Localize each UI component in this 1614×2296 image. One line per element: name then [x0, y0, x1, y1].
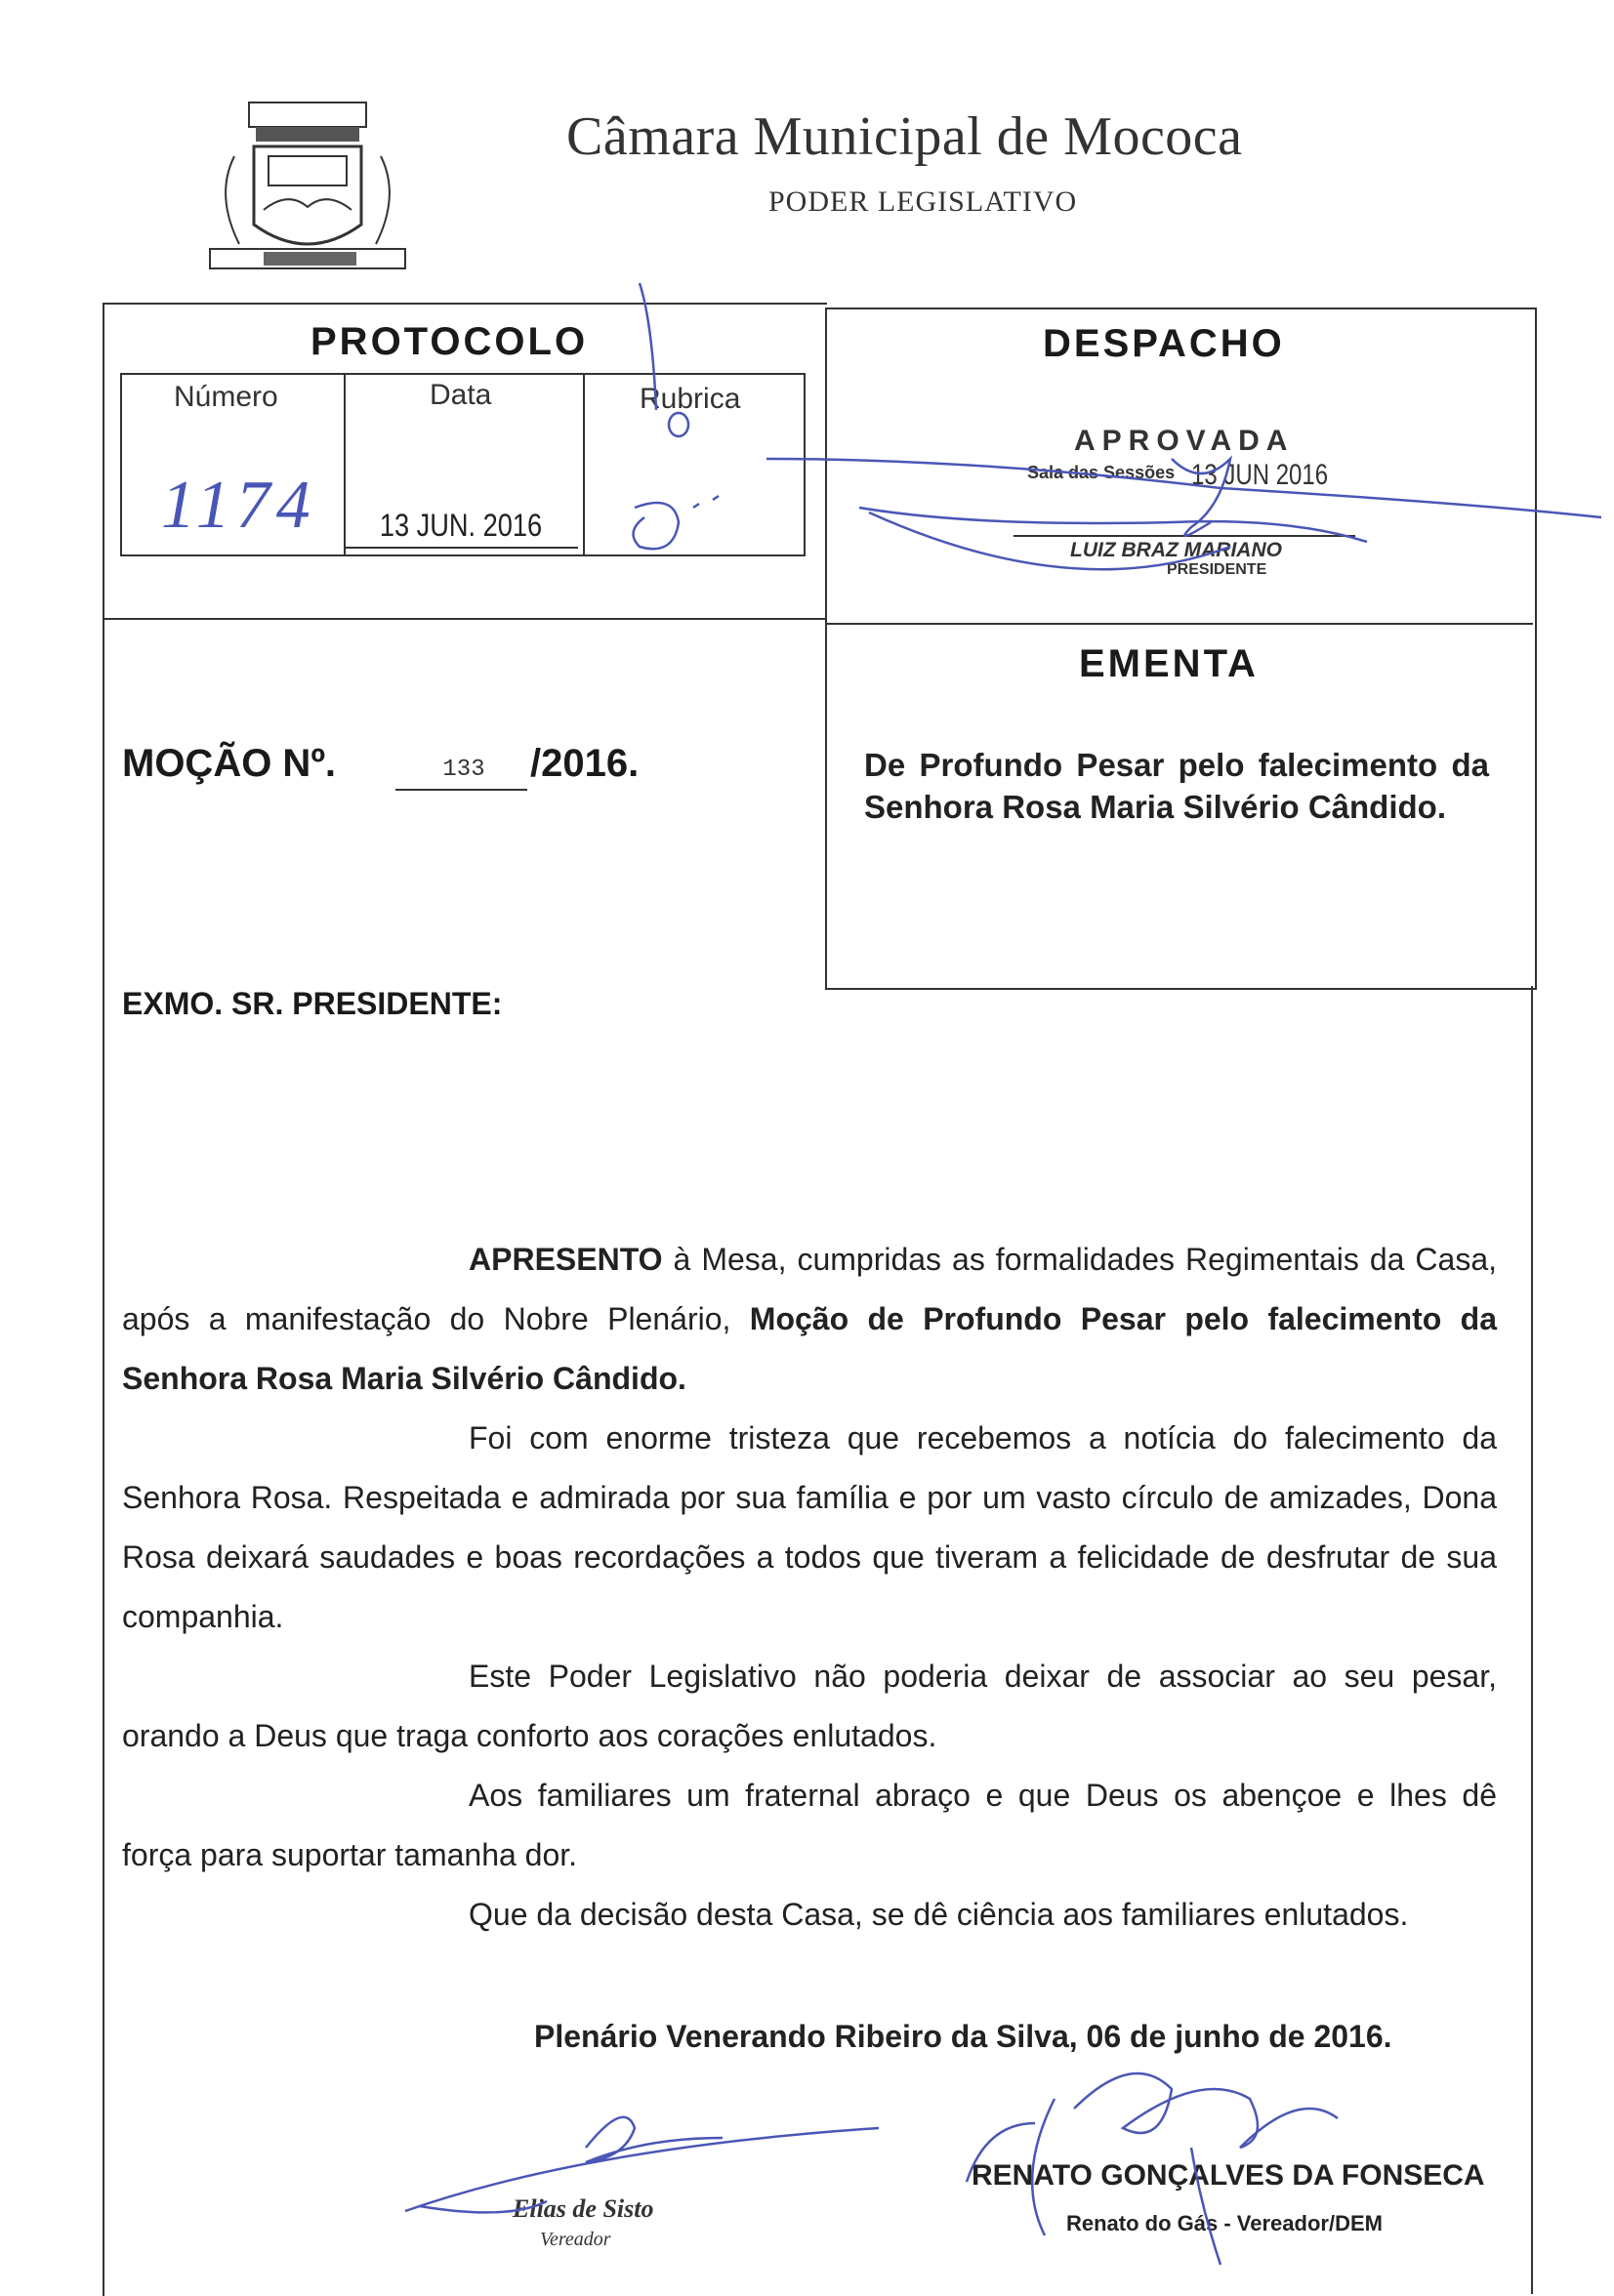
approval-stamp-sala-label: Sala das Sessões — [1027, 463, 1176, 482]
protocolo-rubrica-label: Rubrica — [640, 383, 741, 415]
protocolo-numero-label: Número — [174, 381, 278, 413]
signature-right-name: RENATO GONÇALVES DA FONSECA — [972, 2159, 1485, 2192]
signature-right-subtitle: Renato do Gás - Vereador/DEM — [1066, 2211, 1383, 2235]
rubrica-stroke — [634, 503, 679, 549]
signature-right-stroke — [1074, 2073, 1338, 2148]
despacho-signature-stroke — [1172, 459, 1230, 536]
body-paragraph: Este Poder Legislativo não poderia deixar de associar ao seu pesar, orando a Deus que traga conforto aos corações enlutados. — [122, 1659, 1497, 1753]
body-paragraph: Que da decisão desta Casa, se dê ciência aos familiares enlutados. — [469, 1897, 1409, 1932]
signature-left-name: Elias de Sisto — [513, 2194, 654, 2223]
institution-title: Câmara Municipal de Mococa — [566, 106, 1243, 167]
mocao-number: 133 — [442, 757, 485, 783]
despacho-heading: DESPACHO — [1043, 322, 1285, 365]
despacho-signature-stroke — [859, 508, 1367, 542]
body-bold-end: Moção de Profundo Pesar pelo falecimento da Senhora Rosa Maria Silvério Cândido. — [122, 1301, 1498, 1396]
rubrica-stroke — [669, 413, 688, 436]
body-paragraph: Foi com enorme tristeza que recebemos a notícia do falecimento da Senhora Rosa. Respeitada e admirada por sua família e por um vasto círculo de amizades, Dona Rosa deixará saudades e boas recordações a todos que tiveram a felicidade de desfrutar de sua companhia. — [122, 1420, 1497, 1634]
mocao-label: MOÇÃO Nº. — [122, 742, 337, 785]
institution-subtitle: PODER LEGISLATIVO — [768, 185, 1078, 218]
signature-left-stroke — [586, 2117, 723, 2162]
protocolo-data-label: Data — [430, 379, 492, 411]
protocolo-heading: PROTOCOLO — [310, 320, 589, 363]
rubrica-stroke — [640, 283, 656, 410]
signature-left-role: Vereador — [540, 2229, 611, 2250]
ementa-text: De Profundo Pesar pelo falecimento da Senhora Rosa Maria Silvério Cândido. — [864, 747, 1489, 825]
salutation: EXMO. SR. PRESIDENTE: — [122, 986, 503, 1021]
protocolo-numero-value: 1174 — [161, 468, 316, 543]
signature-right-stroke — [1032, 2099, 1055, 2235]
closing-line: Plenário Venerando Ribeiro da Silva, 06 de junho de 2016. — [534, 2019, 1392, 2054]
approval-stamp-status: APROVADA — [1074, 425, 1295, 457]
signature-right-stroke — [967, 2123, 1035, 2182]
signature-right-stroke — [1191, 2148, 1221, 2265]
signature-left-stroke — [405, 2128, 879, 2211]
approval-signer-name: LUIZ BRAZ MARIANO — [1070, 539, 1282, 561]
rubrica-stroke — [693, 496, 719, 508]
approval-signer-role: PRESIDENTE — [1167, 561, 1267, 578]
body-text: à Mesa, cumpridas as formalidades Regimentais da Casa, após a manifestação do Nobre Plenário, — [122, 1242, 1497, 1336]
body-bold-start: APRESENTO — [469, 1242, 663, 1277]
protocolo-date-stamp: 13 JUN. 2016 — [379, 508, 543, 543]
approval-stamp-date: 13 JUN 2016 — [1191, 459, 1329, 491]
mocao-year: /2016. — [530, 742, 640, 785]
ementa-heading: EMENTA — [1079, 642, 1259, 685]
body-paragraph: Aos familiares um fraternal abraço e que Deus os abençoe e lhes dê força para suportar tamanha dor. — [122, 1778, 1497, 1872]
signature-left-stroke — [420, 2201, 547, 2212]
